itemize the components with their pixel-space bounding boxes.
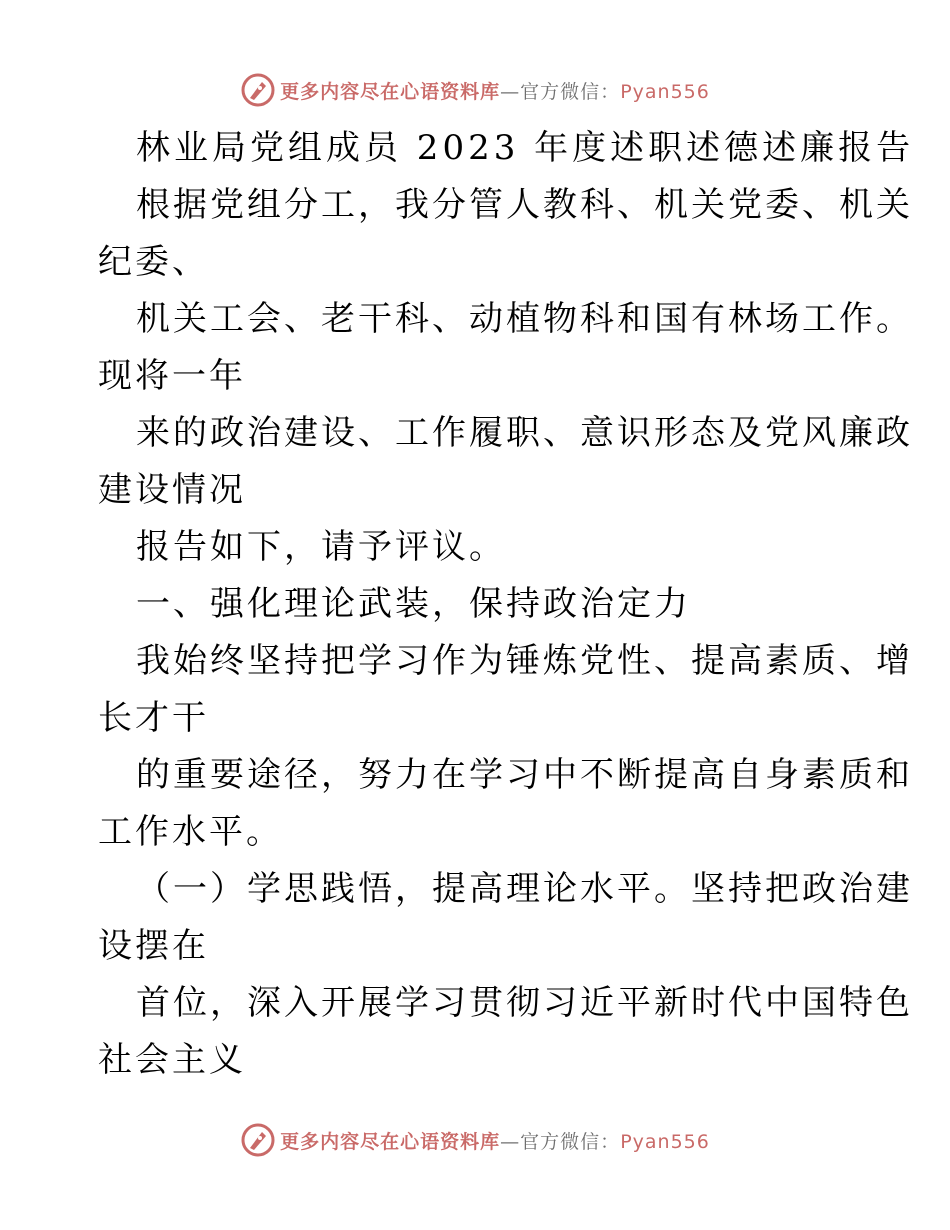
section-heading: 一、强化理论武装，保持政治定力	[136, 584, 691, 624]
paragraph-line: 的重要途径，努力在学习中不断提高自身素质和	[136, 755, 913, 795]
watermark-wechat-id: Pyan556	[620, 1130, 710, 1153]
paragraph-line: 机关工会、老干科、动植物科和国有林场工作。	[136, 299, 913, 339]
paragraph-line: 根据党组分工，我分管人教科、机关党委、机关	[136, 185, 913, 225]
paragraph-line: 来的政治建设、工作履职、意识形态及党风廉政	[136, 413, 913, 453]
document-title: 林业局党组成员 2023 年度述职述德述廉报告	[136, 128, 915, 168]
paragraph-line: 首位，深入开展学习贯彻习近平新时代中国特色	[136, 983, 913, 1023]
paragraph-line: 工作水平。	[98, 812, 283, 852]
paragraph-line: 我始终坚持把学习作为锤炼党性、提高素质、增	[136, 641, 913, 681]
watermark-footer	[0, 1120, 950, 1160]
watermark-brand: 更多内容尽在心语资料库	[280, 1130, 501, 1153]
watermark-separator: —	[500, 80, 521, 103]
watermark-text	[280, 77, 710, 104]
paragraph-line: 报告如下，请予评议。	[136, 527, 506, 567]
paragraph-line: 长才干	[98, 698, 209, 738]
subsection-heading: （一）学思践悟，提高理论水平。坚持把政治建	[136, 869, 913, 909]
paragraph-line: 建设情况	[98, 470, 246, 510]
paragraph-line: 纪委、	[98, 242, 209, 282]
watermark-brand: 更多内容尽在心语资料库	[280, 80, 501, 103]
pen-nib-logo-icon	[240, 72, 276, 108]
watermark-official: 官方微信：	[520, 1130, 621, 1153]
watermark-header	[0, 70, 950, 110]
watermark-wechat-id: Pyan556	[620, 80, 710, 103]
paragraph-line: 设摆在	[98, 926, 209, 966]
watermark-official: 官方微信：	[520, 80, 621, 103]
watermark-separator: —	[500, 1130, 521, 1153]
paragraph-line: 社会主义	[98, 1040, 246, 1080]
pen-nib-logo-icon	[240, 1122, 276, 1158]
paragraph-line: 现将一年	[98, 356, 246, 396]
document-body	[98, 120, 915, 1089]
watermark-text	[280, 1127, 710, 1154]
